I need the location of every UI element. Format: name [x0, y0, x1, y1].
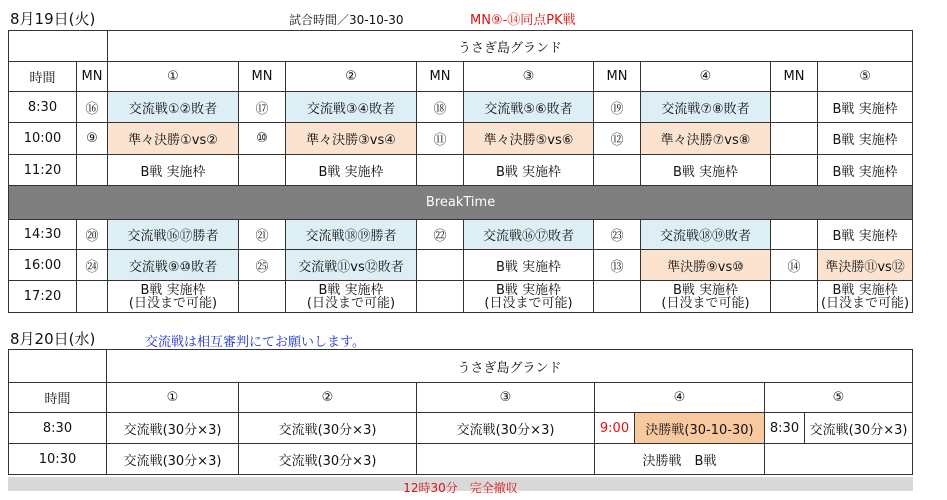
- game-cell: B戦 実施枠: [818, 220, 913, 250]
- corner-cell: [9, 31, 108, 62]
- final-time: 9:00: [595, 413, 635, 444]
- game-cell: B戦 実施枠: [818, 92, 913, 123]
- match-number: ㉑: [239, 220, 286, 250]
- game-cell: [464, 281, 594, 313]
- game-cell: B戦 実施枠: [464, 155, 594, 186]
- game-line-note: (日没まで可能): [128, 295, 218, 311]
- game-cell: 交流戦③④敗者: [286, 92, 417, 123]
- game-cell: 交流戦⑤⑥敗者: [464, 92, 594, 123]
- header-court-5: ⑤: [765, 383, 913, 413]
- match-number: ㉓: [594, 220, 641, 250]
- match-number: [77, 281, 108, 313]
- header-court-4: ④: [595, 383, 765, 413]
- game-cell: [818, 281, 913, 313]
- header-mn: MN: [771, 62, 818, 92]
- game-line: B戦 実施枠: [495, 282, 562, 298]
- table-row: [9, 220, 913, 250]
- time-cell: 8:30: [9, 413, 107, 444]
- header-mn: MN: [239, 62, 286, 92]
- game-cell: [286, 281, 417, 313]
- game-cell: B戦 実施枠: [464, 250, 594, 281]
- game-cell: [641, 281, 771, 313]
- venue-title: うさぎ島グランド: [108, 31, 913, 62]
- match-number: ⑱: [417, 92, 464, 123]
- match-number: ⑲: [594, 92, 641, 123]
- match-number: ⑭: [771, 250, 818, 281]
- match-number: [771, 92, 818, 123]
- game-cell: 交流戦(30分×3): [107, 413, 239, 444]
- game-cell: 交流戦(30分×3): [107, 444, 239, 475]
- game-cell: 交流戦⑨⑩敗者: [108, 250, 239, 281]
- game-cell: B戦 実施枠: [818, 155, 913, 186]
- slot5-time: 8:30: [765, 413, 805, 444]
- header-time: 時間: [9, 383, 107, 413]
- match-number: [239, 281, 286, 313]
- match-number: ⑫: [594, 123, 641, 155]
- pk-note: MN⑨-⑭同点PK戦: [470, 13, 576, 28]
- time-cell: 10:00: [9, 123, 77, 155]
- time-cell: 11:20: [9, 155, 77, 186]
- time-cell: 16:00: [9, 250, 77, 281]
- header-time: 時間: [9, 62, 77, 92]
- match-number: ⑪: [417, 123, 464, 155]
- day2-date: 8月20日(水): [10, 330, 96, 348]
- match-number: [77, 155, 108, 186]
- match-time-note: 試合時間／30-10-30: [289, 13, 404, 27]
- table-row: [9, 155, 913, 186]
- table-row: [9, 250, 913, 281]
- match-number: ㉒: [417, 220, 464, 250]
- game-cell: 交流戦⑯⑰勝者: [108, 220, 239, 250]
- game-cell: 交流戦⑯⑰敗者: [464, 220, 594, 250]
- game-line-note: (日没まで可能): [661, 295, 750, 311]
- match-number: ⑰: [239, 92, 286, 123]
- header-court-1: ①: [108, 62, 239, 92]
- header-court-2: ②: [286, 62, 417, 92]
- day2-note: 交流戦は相互審判にてお願いします。: [145, 335, 365, 350]
- match-number: [417, 281, 464, 313]
- game-cell: 交流戦(30分×3): [417, 413, 595, 444]
- game-line: B戦 実施枠: [832, 282, 898, 298]
- game-line: B戦 実施枠: [140, 282, 206, 298]
- game-line-note: (日没まで可能): [820, 295, 910, 311]
- match-number: ⑩: [239, 123, 286, 155]
- match-number: [417, 250, 464, 281]
- table-row: [9, 123, 913, 155]
- game-cell: 交流戦⑦⑧敗者: [641, 92, 771, 123]
- match-number: [771, 281, 818, 313]
- table-row: [9, 413, 913, 444]
- match-number: ㉔: [77, 250, 108, 281]
- match-number: [771, 155, 818, 186]
- header-mn: MN: [594, 62, 641, 92]
- break-time-bar: BreakTime: [9, 186, 913, 220]
- match-number: ⑳: [77, 220, 108, 250]
- time-cell: 17:20: [9, 281, 77, 313]
- table-row: [9, 92, 913, 123]
- game-cell: 交流戦⑱⑲敗者: [641, 220, 771, 250]
- table-row: [9, 281, 913, 313]
- header-court-2: ②: [239, 383, 417, 413]
- header-mn: MN: [417, 62, 464, 92]
- game-cell: 交流戦⑱⑲勝者: [286, 220, 417, 250]
- final-b-cell: 決勝戦 B戦: [595, 444, 765, 475]
- match-number: [771, 220, 818, 250]
- header-court-3: ③: [417, 383, 595, 413]
- footer-text: 12時30分 完全撤収: [403, 481, 518, 495]
- day1-schedule-table: [8, 30, 913, 313]
- game-cell: B戦 実施枠: [286, 155, 417, 186]
- game-line-note: (日没まで可能): [306, 295, 396, 311]
- match-number: ⑬: [594, 250, 641, 281]
- table-row: [9, 444, 913, 475]
- header-court-5: ⑤: [818, 62, 913, 92]
- match-number: [771, 123, 818, 155]
- game-cell: 準々決勝⑦vs⑧: [641, 123, 771, 155]
- game-line: B戦 実施枠: [672, 282, 739, 298]
- day1-date: 8月19日(火): [10, 10, 96, 28]
- match-number: ⑨: [77, 123, 108, 155]
- footer-bar: [8, 477, 913, 495]
- header-row: [9, 62, 913, 92]
- time-cell: 8:30: [9, 92, 77, 123]
- game-line: B戦 実施枠: [318, 282, 384, 298]
- venue-title: うさぎ島グランド: [107, 350, 913, 383]
- time-cell: 10:30: [9, 444, 107, 475]
- game-cell: 準々決勝①vs②: [108, 123, 239, 155]
- match-number: [594, 155, 641, 186]
- game-line-note: (日没まで可能): [484, 295, 573, 311]
- game-cell: 交流戦⑪vs⑫敗者: [286, 250, 417, 281]
- game-cell: 交流戦(30分×3): [239, 444, 417, 475]
- game-cell: 準決勝⑪vs⑫: [818, 250, 913, 281]
- corner-cell: [9, 350, 107, 383]
- game-cell: 交流戦①②敗者: [108, 92, 239, 123]
- match-number: ⑯: [77, 92, 108, 123]
- match-number: ㉕: [239, 250, 286, 281]
- game-cell: 交流戦(30分×3): [805, 413, 913, 444]
- game-cell: B戦 実施枠: [108, 155, 239, 186]
- time-cell: 14:30: [9, 220, 77, 250]
- game-cell: [417, 444, 595, 475]
- header-mn: MN: [77, 62, 108, 92]
- day2-schedule-table: [8, 349, 913, 475]
- match-number: [239, 155, 286, 186]
- match-number: [417, 155, 464, 186]
- game-cell: [108, 281, 239, 313]
- header-court-4: ④: [641, 62, 771, 92]
- header-court-3: ③: [464, 62, 594, 92]
- game-cell: B戦 実施枠: [818, 123, 913, 155]
- game-cell: [765, 444, 913, 475]
- game-cell: 交流戦(30分×3): [239, 413, 417, 444]
- header-row: [9, 383, 913, 413]
- game-cell: 準々決勝③vs④: [286, 123, 417, 155]
- game-cell: 準々決勝⑤vs⑥: [464, 123, 594, 155]
- game-cell: 準決勝⑨vs⑩: [641, 250, 771, 281]
- match-number: [594, 281, 641, 313]
- final-game-cell: 決勝戦(30-10-30): [635, 413, 765, 444]
- game-cell: B戦 実施枠: [641, 155, 771, 186]
- header-court-1: ①: [107, 383, 239, 413]
